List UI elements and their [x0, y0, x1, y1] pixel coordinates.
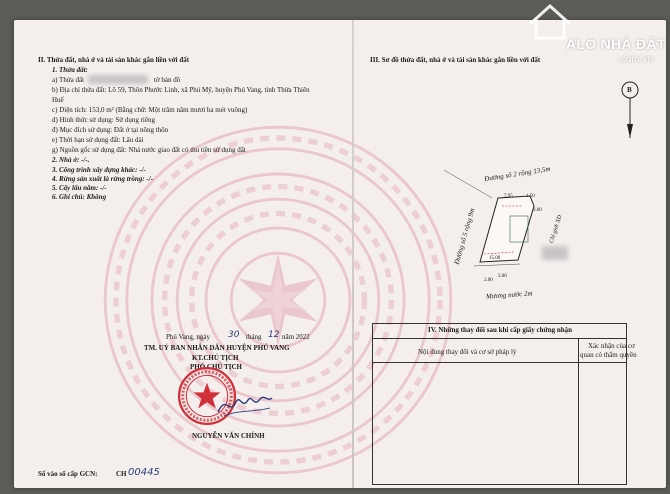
dimension-top: 7.95 — [504, 194, 513, 199]
center-fold — [352, 20, 354, 488]
house-line: 2. Nhà ở: -/-. — [52, 156, 90, 164]
production-forest-line: 4. Rừng sản xuất là rừng trồng: -/- — [52, 175, 153, 183]
parcel-address: b) Địa chỉ thửa đất: Lô 59, Thôn Phước Linh, xã Phú Mỹ, huyện Phú Vang, tỉnh Thừa Thiên — [52, 86, 310, 94]
registry-number-handwritten: 00445 — [128, 467, 160, 478]
parcel-area: c) Diện tích: 153,0 m² (Bằng chữ: Một trăm năm mươi ba mét vuông) — [52, 106, 248, 114]
map-sheet-label: tờ bản đồ — [154, 76, 181, 84]
registry-prefix: CH — [116, 470, 127, 478]
watermark-domain: .com.vn — [618, 54, 654, 65]
certificate-sheet — [14, 20, 666, 488]
ditch-label: Mương nước 2m — [485, 289, 533, 301]
perennial-trees-line: 5. Cây lâu năm: -/- — [52, 184, 107, 192]
road-2-label: Đường số 2 rộng 13,5m — [483, 164, 552, 184]
vice-chairman-title: PHÓ CHỦ TỊCH — [190, 363, 242, 371]
north-arrow-letter: B — [627, 86, 632, 94]
build-line-label: Chỉ giới XD — [548, 214, 564, 245]
dimension-left: 15.00 — [489, 256, 501, 261]
dimension-bottom-left: 2.00 — [484, 278, 493, 283]
on-behalf-chairman: KT.CHỦ TỊCH — [192, 354, 239, 362]
land-origin: g) Nguồn gốc sử dụng đất: Nhà nước giao đất có thu tiền sử dụng đất — [52, 146, 246, 154]
land-parcel-label: 1. Thửa đất: — [52, 66, 88, 74]
redacted-parcel-id — [542, 246, 568, 260]
col-change-content: Nội dung thay đổi và cơ sở pháp lý — [418, 348, 517, 356]
col-confirmation-line2: quan có thẩm quyền — [580, 351, 637, 359]
usage-purpose: đ) Mục đích sử dụng: Đất ở tại nông thôn — [52, 126, 169, 134]
parcel-number-line: a) Thửa đất — [52, 76, 85, 84]
issuing-authority: TM. UỶ BAN NHÂN DÂN HUYỆN PHÚ VANG — [144, 344, 290, 352]
usage-term: e) Thời hạn sử dụng đất: Lâu dài — [52, 136, 144, 144]
usage-form: d) Hình thức sử dụng: Sử dụng riêng — [52, 116, 155, 124]
month-word: tháng — [246, 333, 262, 341]
watermark-brand: ALO NHÀ ĐẤT — [566, 36, 666, 52]
registry-label: Số vào sổ cấp GCN: — [38, 470, 98, 478]
issue-day-handwritten: 30 — [228, 330, 240, 340]
section-iii-heading: III. Sơ đồ thửa đất, nhà ở và tài sản khác gắn liền với đất — [370, 56, 541, 64]
dimension-bottom: 3.00 — [498, 274, 507, 279]
handwritten-signature — [214, 390, 274, 420]
note-line: 6. Ghi chú: Không — [52, 193, 107, 201]
col-confirmation-line1: Xác nhận của cơ — [588, 342, 635, 350]
other-construction-line: 3. Công trình xây dựng khác: -/- — [52, 166, 146, 174]
section-ii-heading: II. Thửa đất, nhà ở và tài sản khác gắn liền với đất — [38, 56, 190, 64]
issue-year: năm 2022 — [282, 333, 310, 341]
issue-month-handwritten: 12 — [268, 330, 280, 340]
dimension-top-right: 1.50 — [526, 194, 535, 199]
issue-place: Phú Vang, ngày — [166, 333, 211, 341]
changes-table-divider — [578, 338, 579, 485]
road-5-label: Đường số 5 rộng 9m — [452, 207, 477, 266]
parcel-address-cont: Huế — [52, 96, 64, 104]
redacted-parcel-number — [88, 75, 148, 84]
dimension-corner: 3.00 — [533, 208, 542, 213]
alo-nha-dat-watermark — [526, 2, 670, 72]
signer-name: NGUYỄN VĂN CHÍNH — [192, 432, 265, 440]
section-iv-heading: IV. Những thay đổi sau khi cấp giấy chứng nhận — [428, 326, 573, 334]
